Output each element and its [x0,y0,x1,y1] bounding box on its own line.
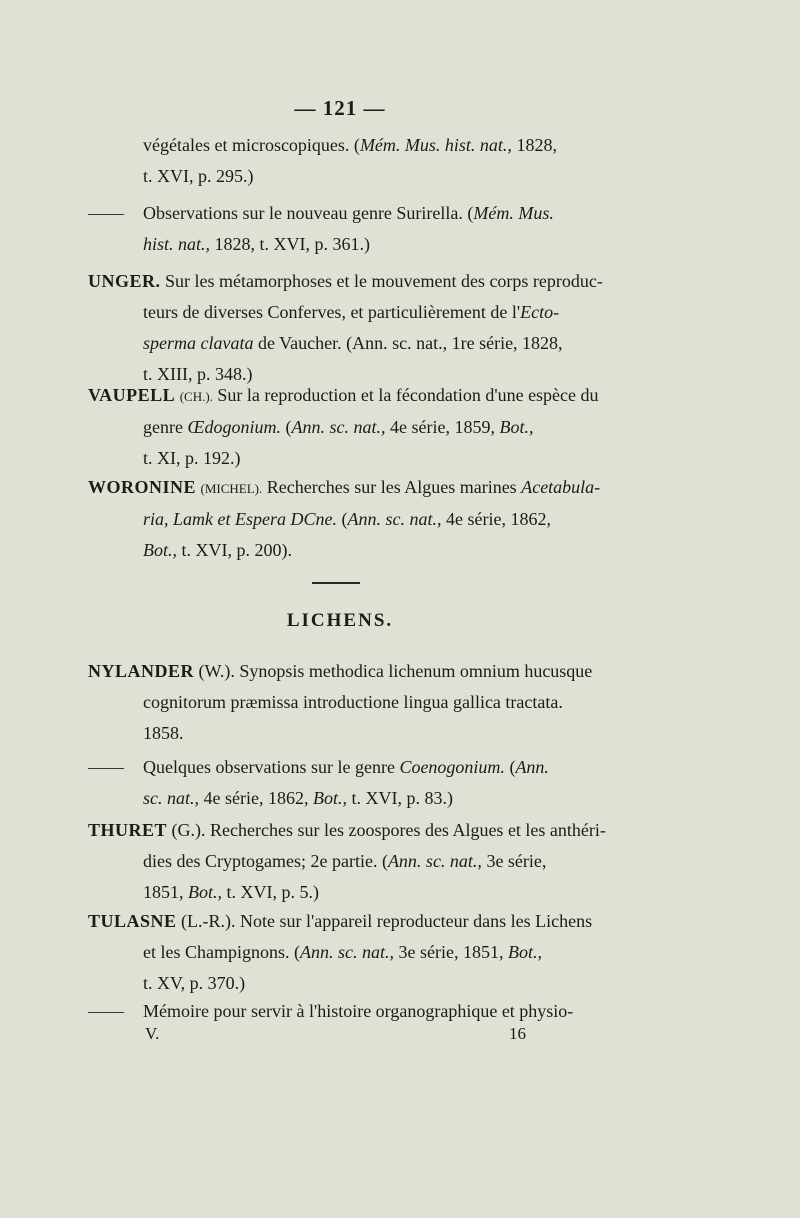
entry-author: WORONINE [88,477,197,497]
entry-line [88,846,598,877]
bibliography-entry [88,130,598,192]
entry-text: et les Champignons. ( [143,942,300,962]
entry-text: cognitorum præmissa introductione lingua gallica tractata. [143,692,563,712]
entry-journal: hist. nat., [143,234,211,254]
entry-text: de Vaucher. (Ann. sc. nat., 1re série, 1828, [253,333,563,353]
entry-text: Observations sur le nouveau genre Surirella. ( [143,203,474,223]
entry-text: t. XVI, p. 200). [177,540,292,560]
signature-mark: V. [145,1024,160,1043]
entry-initials: (MICHEL). [200,481,263,496]
entry-journal: Ann. sc. nat., [347,509,442,529]
entry-text: t. XVI, p. 5.) [222,882,319,902]
ditto-dash: —— [88,1001,124,1021]
entry-text: 3e série, [481,851,547,871]
entry-text: Recherches sur les Algues marines [262,477,522,497]
entry-text: 3e série, 1851, [393,942,508,962]
ditto-dash: —— [88,203,124,223]
entry-journal: Bot., [507,942,542,962]
entry-line [88,229,598,260]
bibliography-entry [88,656,598,749]
entry-line [88,198,598,229]
entry-line [88,472,601,504]
entry-genus: Coenogonium. [399,757,505,777]
entry-line [88,266,603,297]
entry-text: (G.). Recherches sur les zoospores des Algues et les anthéri- [167,820,606,840]
entry-journal: Bot., [188,882,222,902]
section-divider [312,582,360,584]
entry-text: Quelques observations sur le genre [143,757,400,777]
entry-journal: Ann. sc. nat., [291,417,386,437]
entry-text: Sur les métamorphoses et le mouvement des corps reproduc- [160,271,603,291]
entry-line [88,130,598,161]
entry-genus: Acetabula- [521,477,601,497]
entry-line [88,996,598,1027]
entry-author: NYLANDER [88,661,195,681]
entry-journal: sc. nat., [143,788,199,808]
entry-line [88,443,598,474]
bibliography-entry [88,815,606,908]
entry-genus: ria, Lamk et Espera DCne. [143,509,337,529]
bibliography-entry [88,906,598,999]
entry-journal: Bot., [143,540,177,560]
entry-line [88,815,606,846]
entry-line [88,328,598,359]
entry-line [88,937,598,968]
entry-line [88,656,598,687]
entry-text: teurs de diverses Conferves, et particulièrement de l' [143,302,521,322]
entry-line [88,161,598,192]
entry-line [88,783,598,814]
entry-text: ( [336,509,348,529]
entry-initials: (CH.). [179,389,213,404]
entry-journal: Ann. [515,757,549,777]
entry-text: Mémoire pour servir à l'histoire organographique et physio- [143,1001,574,1021]
entry-text: t. XIII, p. 348.) [143,364,253,384]
entry-text: genre [143,417,188,437]
entry-line [88,906,598,937]
entry-author: VAUPELL [88,385,176,405]
entry-genus: Œdogonium. [187,417,281,437]
entry-text: t. XVI, p. 83.) [346,788,453,808]
entry-species: Ecto- [520,302,560,322]
entry-line [88,380,598,412]
entry-author: TULASNE [88,911,177,931]
entry-journal: Bot., [499,417,534,437]
entry-text: t. XI, p. 192.) [143,448,241,468]
ditto-dash: —— [88,757,124,777]
entry-text: (W.). Synopsis methodica lichenum omnium hucusque [194,661,593,681]
entry-text: 4e série, 1859, [385,417,500,437]
entry-text: 4e série, 1862, [441,509,551,529]
bibliography-entry [88,472,601,566]
entry-line [88,687,598,718]
entry-line [88,752,598,783]
entry-text: végétales et microscopiques. ( [143,135,360,155]
bibliography-entry [88,266,603,390]
entry-text: 1828, [511,135,557,155]
entry-journal: Mém. Mus. hist. nat., [359,135,512,155]
entry-journal: Bot., [312,788,347,808]
entry-line [88,877,598,908]
entry-line [88,718,598,749]
entry-line [88,412,598,443]
entry-journal: Ann. sc. nat., [387,851,482,871]
entry-text: 1828, t. XVI, p. 361.) [210,234,371,254]
entry-text: ( [280,417,292,437]
bibliography-entry [88,752,598,814]
entry-species: sperma clavata [143,333,254,353]
entry-text: t. XVI, p. 295.) [143,166,254,186]
entry-line [88,968,598,999]
entry-text: 4e série, 1862, [199,788,313,808]
entry-text: ( [504,757,516,777]
entry-line [88,535,598,566]
entry-line [88,297,598,328]
entry-journal: Ann. sc. nat., [299,942,394,962]
entry-text: Sur la reproduction et la fécondation d'une espèce du [212,385,599,405]
entry-text: t. XV, p. 370.) [143,973,246,993]
entry-line [88,504,598,535]
sheet-number: 16 [509,1024,526,1043]
page-number: — 121 — [294,96,386,120]
entry-author: THURET [88,820,168,840]
entry-text: (L.-R.). Note sur l'appareil reproducteur dans les Lichens [176,911,593,931]
entry-text: 1851, [143,882,188,902]
entry-text: 1858. [143,723,184,743]
bibliography-entry [88,996,598,1027]
bibliography-entry [88,198,598,260]
entry-author: UNGER. [88,271,161,291]
section-title: LICHENS. [286,610,394,631]
entry-text: dies des Cryptogames; 2e partie. ( [143,851,388,871]
entry-journal: Mém. Mus. [473,203,554,223]
bibliography-entry [88,380,598,474]
